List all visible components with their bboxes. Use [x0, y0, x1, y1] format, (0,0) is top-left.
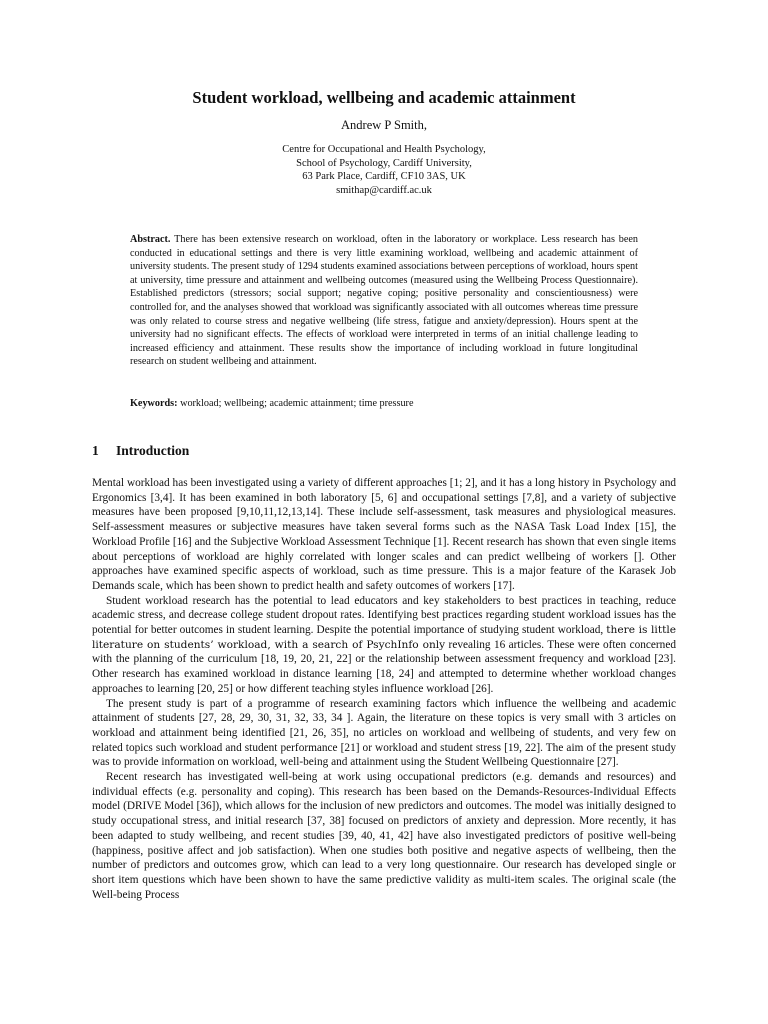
abstract-text: There has been extensive research on workload, often in the laboratory or workplace. Less research has been conducted in educational settings and there is very little examining workload, wellbeing and academic attainment of university students. The present study of 1294 students examined associations between perceptions of workload, hours spent at university, time pressure and attainment and wellbeing outcomes (measured using the Wellbeing Process Questionnaire). Established predictors (stressors; social support; negative coping; positive personality and conscientiousness) were controlled for, and the analyses showed that workload was significantly associated with all outcomes whereas time pressure was only related to course stress and negative wellbeing (life stress, fatigue and anxiety/depression). Hours spent at the university had no significant effects. The effects of workload were interpreted in terms of an initial challenge leading to increased efficiency and attainment. These results show the importance of including workload in future longitudinal research on student wellbeing and attainment. [130, 234, 638, 368]
section-heading [92, 443, 189, 459]
affiliation-block [0, 143, 768, 197]
paragraph: Mental workload has been investigated using a variety of different approaches [1; 2], and it has a long history in Psychology and Ergonomics [3,4]. It has been examined in both laboratory [5, 6] and occupational settings [7,8], and a variety of subjective measures have been proposed [9,10,11,12,13,14]. These include self-assessment, task measures and physiological measures. Self-assessment measures or subjective measures have taken several forms such as the NASA Task Load Index [15], the Workload Profile [16] and the Subjective Workload Assessment Technique [1]. Recent research has shown that even single items about perceptions of workload are highly correlated with longer scales and can predict wellbeing of workers []. Other approaches have examined specific aspects of workload, such as time pressure. This is a major feature of the Karasek Job Demands scale, which has been shown to predict health and safety outcomes of workers [17]. [92, 477, 676, 592]
keywords-text: workload; wellbeing; academic attainment; time pressure [180, 398, 414, 409]
abstract [130, 233, 638, 369]
section-title: Introduction [116, 443, 190, 458]
paragraph [92, 594, 676, 697]
paragraph-text: revealing 16 articles. These were often concerned with the planning of the curriculum [18, 19, 20, 21, 22] or the relationship between assessment frequency and workload [23]. Other research has examined workload in distance learning [18, 24] and attempted to determine whether workload changes approaches to learning [20, 25] or how different teaching styles influence workload [26]. [92, 638, 676, 695]
affiliation-line: School of Psychology, Cardiff University, [296, 157, 472, 169]
affiliation-line: 63 Park Place, Cardiff, CF10 3AS, UK [302, 171, 466, 183]
author-name: Andrew P Smith, [341, 118, 427, 132]
paragraph-text-alt-font: there is little literature on students’ workload, with a search of PsychInfo only [92, 624, 676, 651]
paragraph-text: Student workload research has the potential to lead educators and key stakeholders to best practices in teaching, reduce academic stress, and decrease college student dropout rates. Identifying best practices regarding student workload issues has the potential for better outcomes in student learning. Despite the potential importance of studying student workload, [92, 594, 676, 637]
paper-title: Student workload, wellbeing and academic attainment [192, 88, 576, 107]
paragraph: Recent research has investigated well-being at work using occupational predictors (e.g. demands and resources) and individual effects (e.g. personality and coping). This research has been based on the Demands-Resources-Individual Effects model (DRIVE Model [36]), which allows for the inclusion of new predictors and outcomes. The model was initially designed to study occupational stress, and initial research [37, 38] focused on predictors of anxiety and depression. More recently, it has been adapted to study wellbeing, and recent studies [39, 40, 41, 42] have also investigated predictors of positive well-being (happiness, positive affect and job satisfaction). When one studies both positive and negative aspects of wellbeing, then the number of predictors and outcomes grow, which can lead to a very long questionnaire. Our research has developed single or short item questions which have been shown to have the same predictive validity as multi-item scales. The original scale (the Well-being Process [92, 771, 676, 901]
body-text [92, 476, 676, 902]
paragraph: The present study is part of a programme of research examining factors which influence the wellbeing and academic attainment of students [27, 28, 29, 30, 31, 32, 33, 34 ]. Again, the literature on these topics is very small with 3 articles on workload and attainment being identified [21, 26, 35], no articles on workload and wellbeing of students, and very few on related topics such workload and student performance [21] or workload and student stress [19, 22]. The aim of the present study was to provide information on workload, well-being and attainment using the Student Wellbeing Questionnaire [27]. [92, 697, 676, 769]
affiliation-line: Centre for Occupational and Health Psychology, [282, 144, 486, 155]
section-number: 1 [92, 443, 99, 458]
keywords [130, 398, 638, 409]
abstract-label: Abstract. [130, 234, 171, 245]
author-email: smithap@cardiff.ac.uk [336, 184, 432, 196]
keywords-label: Keywords: [130, 398, 178, 409]
